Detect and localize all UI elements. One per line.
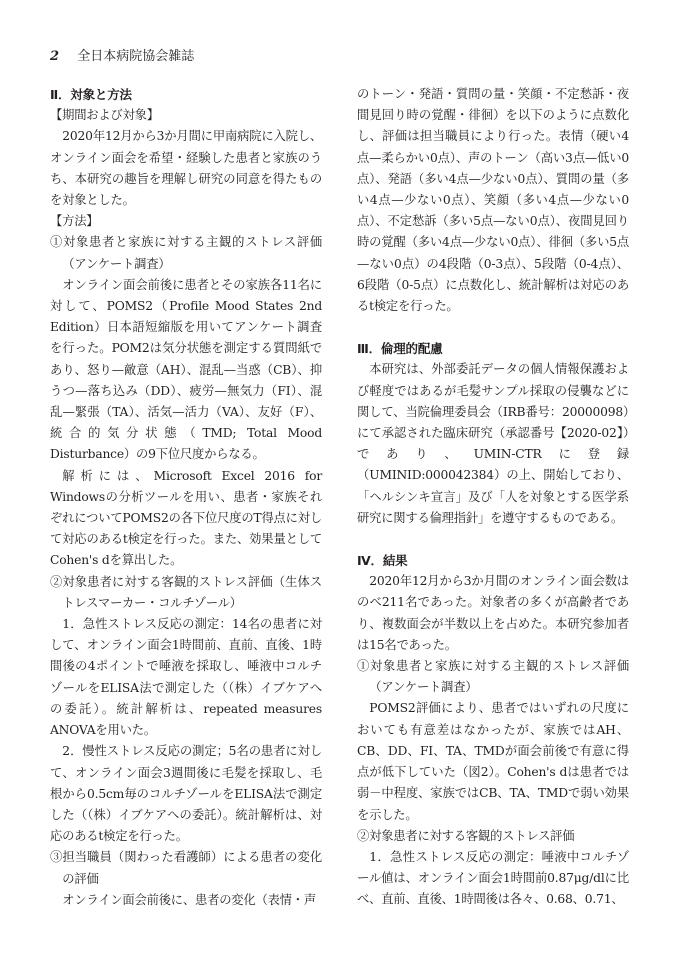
paragraph: 2．慢性ストレス反応の測定；5名の患者に対して、オンライン面会3週間後に毛髪を採取し、毛根から0.5cm毎のコルチゾールをELISA法で測定した（（株）イブケアへの委託）。統計解析は、対応のあるt検定を行った。 <box>50 744 322 844</box>
paragraph: 2020年12月から3か月間に甲南病院に入院し、オンライン面会を希望・経験した患者と家族のうち、本研究の趣旨を理解し研究の同意を得たものを対象とした。 <box>50 129 322 208</box>
paragraph: オンライン面会前後に患者とその家族各11名に対して、POMS2（Profile Mood States 2nd Edition）日本語短縮版を用いてアンケート調査を行った。POM2は気分状態を測定する質問紙であり、怒り—敵意（AH）、混乱—当惑（CB）、抑うつ—落ち込み（DD）、疲労—無気力（FI）、混乱—緊張（TA）、活気—活力（VA）、友好（F）、統合的気分状態（TMD; Total Mood Disturbance）の9下位尺度からなる。 <box>50 277 322 462</box>
page-number: 2 <box>50 49 60 64</box>
paragraph: 1．急性ストレス反応の測定：唾液中コルチゾール値は、オンライン面会1時間前0.87μg/dlに比べ、直前、直後、1時間後は各々、0.68、0.71、 <box>357 849 629 907</box>
paragraph: 本研究は、外部委託データの個人情報保護および軽度ではあるが毛髪サンプル採取の侵襲などに関して、当院倫理委員会（IRB番号：20000098）にて承認された臨床研究（承認番号【2020-02】）であり、UMIN-CTRに登録（UMINID:000042384）の上、開始しており、「ヘルシンキ宣言」及び「人を対象とする医学系研究に関する倫理指針」を遵守するものである。 <box>357 362 629 525</box>
list-item-heading: ①対象患者と家族に対する主観的ストレス評価（アンケート調査） <box>357 659 629 695</box>
paragraph: 解析には、Microsoft Excel 2016 for Windowsの分析ツールを用い、患者・家族それぞれについてPOMS2の各下位尺度のT得点に対して対応のあるt検定を行った。また、効果量としてCohen's dを算出した。 <box>50 468 322 568</box>
paragraph: のトーン・発語・質問の量・笑顔・不定愁訴・夜間見回り時の覚醒・徘徊）を以下のように点数化し、評価は担当職員により行った。表情（硬い4点—柔らかい0点）、声のトーン（高い3点—低い0点）、発語（多い4点—少ない0点）、質問の量（多い4点—少ない0点）、笑顔（多い4点—少ない0点）、不定愁訴（多い5点—ない0点）、夜間見回り時の覚醒（多い4点—少ない0点）、徘徊（多い5点—ない0点）の4段階（0-3点）、5段階（0-4点）、6段階（0-5点）に点数化し、統計解析は対応のあるt検定を行った。 <box>357 87 629 314</box>
right-column <box>357 84 629 911</box>
section-heading-methods: Ⅱ．対象と方法 <box>50 87 132 102</box>
section-heading-ethics: Ⅲ．倫理的配慮 <box>357 341 443 357</box>
paragraph: 1．急性ストレス反応の測定：14名の患者に対して、オンライン面会1時間前、直前、直後、1時間後の4ポイントで唾液を採取し、唾液中コルチゾールをELISA法で測定した（（株）イブケアへの委託）。統計解析は、repeated measures ANOVAを用いた。 <box>50 617 322 738</box>
list-item-heading: ③担当職員（関わった看護師）による患者の変化の評価 <box>50 850 322 886</box>
subheading-period: 【期間および対象】 <box>50 108 159 123</box>
list-item-heading: ②対象患者に対する客観的ストレス評価（生体ストレスマーカー・コルチゾール） <box>50 574 322 610</box>
paragraph: 2020年12月から3か月間のオンライン面会数はのべ211名であった。対象者の多くが高齢者であり、複数面会が半数以上を占めた。本研究参加者は15名であった。 <box>357 574 629 652</box>
list-item-heading: ②対象患者に対する客観的ストレス評価 <box>357 828 575 843</box>
paragraph: POMS2評価により、患者ではいずれの尺度においても有意差はなかったが、家族ではAH、CB、DD、FI、TA、TMDが面会前後で有意に得点が低下していた（図2）。Cohen's dは患者では弱－中程度、家族ではCB、TA、TMDで弱い効果を示した。 <box>357 701 629 822</box>
journal-title: 全日本病院協会雑誌 <box>77 49 195 64</box>
list-item-heading: ①対象患者と家族に対する主観的ストレス評価（アンケート調査） <box>50 235 322 271</box>
paragraph: オンライン面会前後に、患者の変化（表情・声 <box>62 892 316 907</box>
left-column <box>50 84 322 911</box>
page-header <box>50 45 194 65</box>
section-heading-results: Ⅳ．結果 <box>357 553 408 569</box>
subheading-method: 【方法】 <box>50 214 99 229</box>
